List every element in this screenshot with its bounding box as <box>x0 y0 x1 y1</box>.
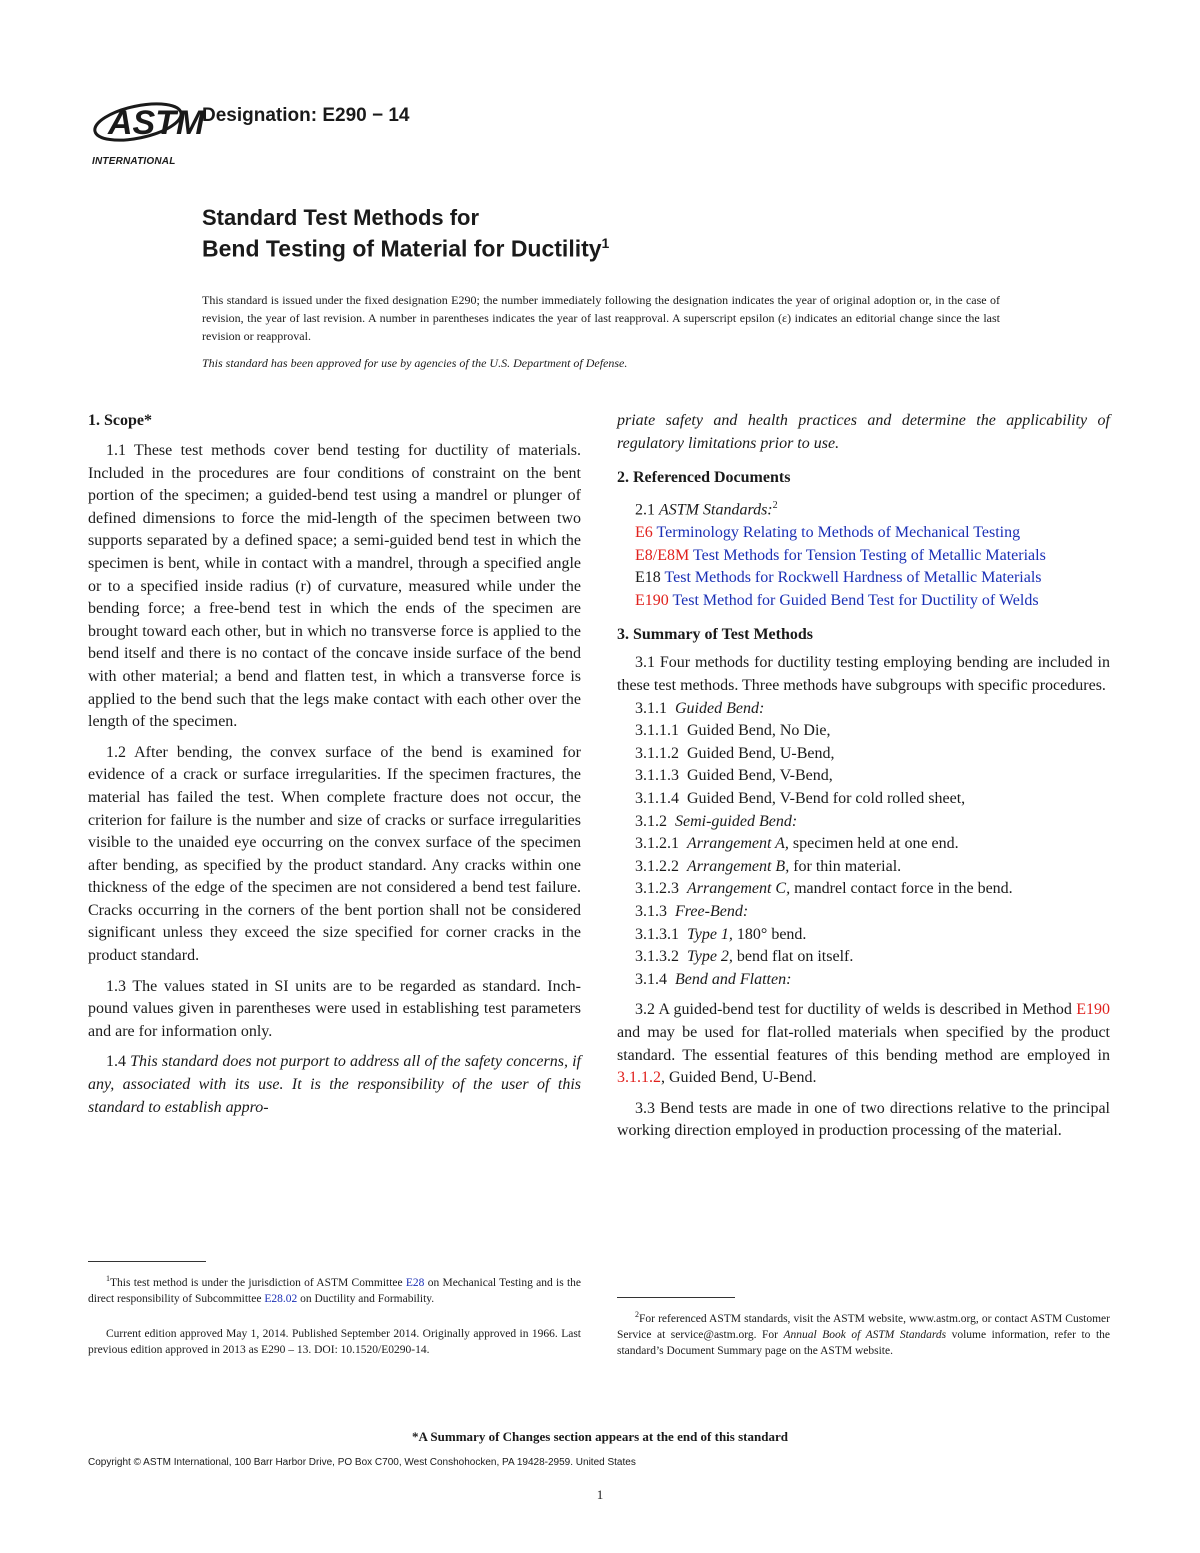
ref-title[interactable]: Test Method for Guided Bend Test for Ductility of Welds <box>672 591 1039 609</box>
footnote-2-text-a: For referenced ASTM standards, visit the ASTM website, www.astm.org, or contact ASTM Customer Service at service@astm.org. For <box>617 1312 1110 1341</box>
ref-code[interactable]: E6 <box>635 524 653 542</box>
para-2-1-number: 2.1 <box>635 501 659 519</box>
link-e28[interactable]: E28 <box>405 1276 425 1289</box>
para-3-2-text-a: 3.2 A guided-bend test for ductility of welds is described in Method <box>635 1001 1077 1019</box>
link-e28-02[interactable]: E28.02 <box>264 1292 298 1305</box>
title-footnote-ref: 1 <box>601 235 610 251</box>
para-2-1 <box>617 495 1110 522</box>
list-item: 3.1.4 Bend and Flatten: <box>635 970 792 988</box>
ref-code: E18 <box>635 569 661 587</box>
copyright: Copyright © ASTM International, 100 Barr Harbor Drive, PO Box C700, West Conshohocken, PA 19428-2959. United States <box>88 1457 636 1468</box>
para-2-1-text: ASTM Standards: <box>659 501 773 519</box>
list-item: 3.1.2.2 Arrangement B, for thin material. <box>635 857 902 875</box>
ref-title[interactable]: Test Methods for Rockwell Hardness of Metallic Materials <box>664 569 1042 587</box>
title-line1: Standard Test Methods for <box>202 205 480 230</box>
astm-logo <box>88 86 205 170</box>
dod-notice: This standard has been approved for use by agencies of the U.S. Department of Defense. <box>202 356 628 370</box>
footnote-2-marker: 2 <box>635 1310 639 1319</box>
footnote-2-italic: Annual Book of ASTM Standards <box>783 1328 947 1341</box>
ref-title[interactable]: Test Methods for Tension Testing of Metallic Materials <box>692 546 1046 564</box>
footnote-2 <box>617 1307 1110 1359</box>
para-1-2: 1.2 After bending, the convex surface of the bend is examined for evidence of a crack or surface irregularities. If the specimen fractures, the material has failed the test. When complete fracture does not occur, the criterion for failure is the number and size of cracks or surface irregularities visible to the unaided eye occurring on the convex surface of the specimen after bending, as specified by the product standard. Any cracks within one thickness of the edge of the specimen are not considered a bend test failure. Cracks occurring in the corners of the bent portion shall not be considered significant unless they exceed the size specified for corner cracks in the product standard. <box>88 743 581 965</box>
para-1-1: 1.1 These test methods cover bend testing for ductility of materials. Included in the procedures are four conditions of constraint on the bent portion of the specimen; a guided-bend test using a mandrel or plunger of defined dimensions to force the mid-length of the specimen between two supports separated by a defined space; a semi-guided bend test in which the specimen is bent, while in contact with a mandrel, through a specified angle or to a specified inside radius (r) of curvature, measured while under the bending force; a free-bend test in which the ends of the specimen are brought toward each other, but in which no transverse force is applied to the bend itself and there is no contact of the concave inside surface of the bend with other material; a bend and flatten test, in which a transverse force is applied to the bend such that the legs make contact with each other over the length of the specimen. <box>88 442 581 731</box>
para-1-4-text: This standard does not purport to address all of the safety concerns, if any, associated with its use. It is the responsibility of the user of this standard to establish appro- <box>88 1053 582 1116</box>
list-item: 3.1.3.2 Type 2, bend flat on itself. <box>635 948 854 966</box>
footnote-1-text-c: on Ductility and Formability. <box>297 1292 435 1305</box>
footnote-1-text-a: This test method is under the jurisdiction of ASTM Committee <box>110 1276 406 1289</box>
ref-code[interactable]: E8/E8M <box>635 546 690 564</box>
issuance-notice: This standard is issued under the fixed designation E290; the number immediately following the designation indicates the year of original adoption or, in the case of revision, the year of last revision. A number in parentheses indicates the year of last reapproval. A superscript epsilon (ε) indicates an editorial change since the last revision or reapproval. <box>202 293 1000 343</box>
reference-list <box>617 522 1110 612</box>
para-3-1: 3.1 Four methods for ductility testing employing bending are included in these test methods. Three methods have subgroups with specific procedures. <box>617 654 1110 695</box>
list-item: 3.1.2.3 Arrangement C, mandrel contact force in the bend. <box>635 880 1013 898</box>
reference-e190[interactable] <box>635 590 1110 613</box>
footnote-rule-right <box>617 1297 735 1298</box>
title-line2 <box>202 235 609 263</box>
para-3-2-text-b: and may be used for flat-rolled materials when specified by the product standard. The essential features of this bending method are employed in <box>617 1023 1110 1064</box>
list-item: 3.1.1.4 Guided Bend, V-Bend for cold rolled sheet, <box>635 790 966 808</box>
footnote-2-text-b: volume information, refer to the standard’s Document Summary page on the ASTM website. <box>617 1328 1110 1357</box>
para-2-1-footnote-ref: 2 <box>772 500 778 512</box>
footnote-rule-left <box>88 1261 206 1262</box>
section-2-heading: 2. Referenced Documents <box>617 469 791 487</box>
reference-e18[interactable] <box>635 567 1110 590</box>
designation: Designation: E290 − 14 <box>202 105 410 126</box>
logo-subtitle: INTERNATIONAL <box>92 156 176 167</box>
para-1-4-number: 1.4 <box>106 1053 131 1071</box>
ref-title[interactable]: Terminology Relating to Methods of Mechanical Testing <box>656 524 1021 542</box>
para-3-3: 3.3 Bend tests are made in one of two directions relative to the principal working direction employed in production processing of the material. <box>617 1099 1110 1140</box>
list-item: 3.1.3 Free-Bend: <box>635 903 749 921</box>
list-item: 3.1.1 Guided Bend: <box>635 699 765 717</box>
logo-letters: ASTM <box>108 104 205 142</box>
ref-code[interactable]: E190 <box>635 591 669 609</box>
page-number: 1 <box>596 1487 604 1502</box>
summary-note: *A Summary of Changes section appears at the end of this standard <box>412 1429 788 1444</box>
reference-e8[interactable] <box>635 545 1110 568</box>
method-list <box>617 698 1110 992</box>
left-column <box>88 412 581 1119</box>
title-text: Bend Testing of Material for Ductility <box>202 235 602 262</box>
para-1-4 <box>88 1051 581 1119</box>
list-item: 3.1.1.3 Guided Bend, V-Bend, <box>635 767 833 785</box>
link-3-1-1-2[interactable]: 3.1.1.2 <box>617 1069 661 1087</box>
footnote-1-edition: Current edition approved May 1, 2014. Published September 2014. Originally approved in 1966. Last previous edition approved in 2013 as E290 – 13. DOI: 10.1520/E0290-14. <box>88 1328 581 1356</box>
list-item: 3.1.1.1 Guided Bend, No Die, <box>635 722 831 740</box>
para-1-3: 1.3 The values stated in SI units are to be regarded as standard. Inch-pound values given in parentheses were used in establishing test parameters and are for information only. <box>88 977 581 1040</box>
reference-e6[interactable] <box>635 522 1110 545</box>
para-3-2 <box>617 999 1110 1089</box>
list-item: 3.1.1.2 Guided Bend, U-Bend, <box>635 744 835 762</box>
para-3-2-text-c: , Guided Bend, U-Bend. <box>661 1069 817 1087</box>
footnote-1-marker: 1 <box>106 1274 110 1283</box>
link-e190[interactable]: E190 <box>1076 1001 1110 1019</box>
footnote-1-text-b: on Mechanical Testing and is the direct responsibility of Subcommittee <box>88 1276 581 1305</box>
list-item: 3.1.2.1 Arrangement A, specimen held at one end. <box>635 835 959 853</box>
para-1-4-continued: priate safety and health practices and determine the applicability of regulatory limitations prior to use. <box>617 412 1110 452</box>
right-column <box>617 410 1110 1143</box>
footnote-1 <box>88 1271 581 1307</box>
section-1-heading: 1. Scope* <box>88 412 152 429</box>
list-item: 3.1.2 Semi-guided Bend: <box>635 812 798 830</box>
section-3-heading: 3. Summary of Test Methods <box>617 626 814 644</box>
list-item: 3.1.3.1 Type 1, 180° bend. <box>635 925 807 943</box>
